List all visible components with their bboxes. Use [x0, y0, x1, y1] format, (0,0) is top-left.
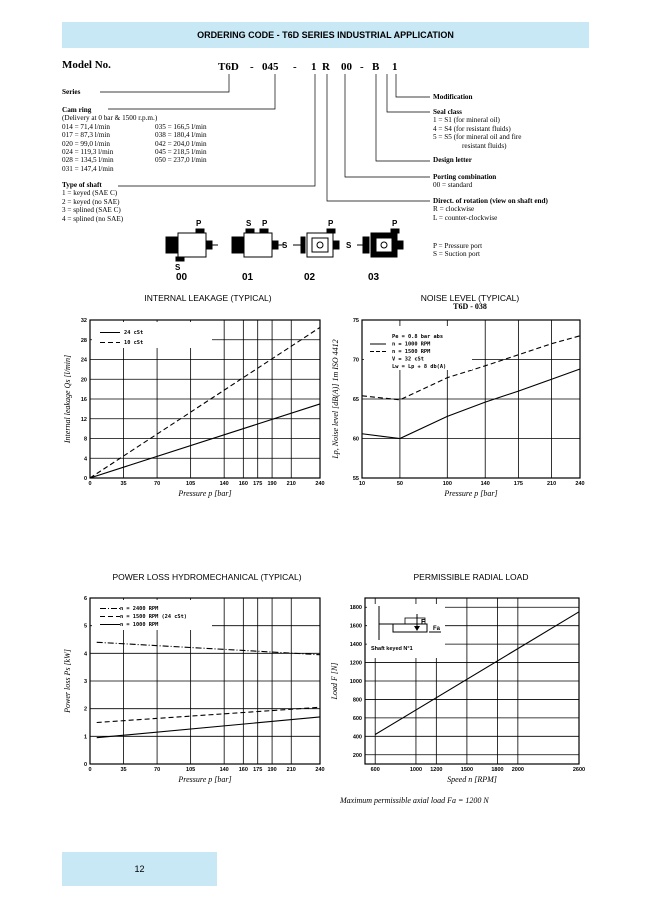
page-number-box — [62, 852, 217, 886]
y-tick-label: 12 — [80, 416, 87, 423]
y-tick-label: 16 — [80, 397, 87, 403]
legend-label: n = 1000 RPM — [120, 622, 159, 628]
ordering-code-section — [0, 55, 650, 295]
y-tick-label: 6 — [83, 596, 87, 602]
x-tick-label: 190 — [267, 767, 277, 773]
code-cam-ring: 045 — [262, 61, 279, 73]
ordering-connector-lines — [0, 55, 650, 295]
legend-label: Pe = 0.8 bar abs — [392, 334, 444, 340]
cam-ring-item: 028 = 134,5 l/min — [62, 156, 114, 165]
x-tick-label: 2600 — [572, 767, 586, 773]
code-rotation: R — [322, 61, 330, 73]
legend-label: n = 2400 RPM — [120, 606, 159, 612]
x-tick-label: 1500 — [460, 767, 474, 773]
x-axis-label: Pressure p [bar] — [178, 775, 232, 784]
seal-class-title: Seal class — [433, 108, 462, 116]
powerloss-chart — [60, 590, 330, 786]
seal-class-item: 1 = S1 (for mineral oil) — [433, 116, 500, 125]
inset-label: Fa — [433, 626, 441, 632]
shaft-item: 4 = splined (no SAE) — [62, 214, 124, 223]
seal-class-item: 4 = S4 (for resistant fluids) — [433, 124, 511, 133]
porting-title: Porting combination — [433, 173, 497, 181]
cam-ring-item: 017 = 87,3 l/min — [62, 131, 110, 140]
y-tick-label: 0 — [83, 476, 87, 482]
x-tick-label: 0 — [88, 481, 92, 487]
x-tick-label: 140 — [480, 481, 490, 487]
x-tick-label: 140 — [219, 481, 229, 487]
y-tick-label: 8 — [83, 436, 87, 443]
y-tick-label: 400 — [352, 734, 362, 741]
design-letter-label: Design letter — [433, 156, 472, 164]
port-letter: P — [328, 219, 334, 228]
chart-subtitle-noise: T6D - 038 — [453, 302, 487, 311]
y-tick-label: 3 — [83, 679, 87, 685]
series-label: Series — [62, 88, 81, 96]
chart-title-noise: NOISE LEVEL (TYPICAL) — [420, 293, 520, 303]
series-line — [90, 404, 320, 478]
noise-chart — [330, 312, 590, 502]
shaft-item: 1 = keyed (SAE C) — [62, 189, 118, 198]
x-tick-label: 210 — [286, 481, 296, 487]
cam-ring-item: 045 = 218,5 l/min — [155, 148, 207, 156]
y-tick-label: 1 — [83, 734, 87, 741]
y-axis-label: Power loss Ps [kW] — [63, 649, 72, 713]
pump-id-label: 01 — [242, 272, 254, 283]
y-tick-label: 32 — [80, 318, 87, 324]
x-tick-label: 600 — [370, 767, 380, 773]
code-dash-1: - — [250, 61, 254, 73]
x-axis-label: Pressure p [bar] — [444, 489, 498, 498]
y-tick-label: 1000 — [349, 679, 362, 685]
y-tick-label: 55 — [352, 476, 359, 482]
rotation-item: L = counter-clockwise — [433, 213, 498, 222]
x-tick-label: 2000 — [511, 767, 524, 773]
x-tick-label: 210 — [546, 481, 557, 487]
cam-ring-item: 042 = 204,0 l/min — [155, 139, 207, 148]
chart-title-radial: PERMISSIBLE RADIAL LOAD — [413, 572, 529, 582]
y-axis-label: Lp, Noise level [dB(A)] 1m ISO 4412 — [331, 339, 340, 459]
y-tick-label: 2 — [83, 706, 87, 713]
pump-03-diagram — [357, 229, 403, 257]
legend-label: 24 cSt — [124, 330, 144, 336]
axial-load-note: Maximum permissible axial load Fa = 1200 N — [340, 796, 489, 805]
pump-01-diagram — [232, 229, 284, 257]
pump-00-diagram — [166, 229, 218, 261]
cam-ring-item: 050 = 237,0 l/min — [155, 156, 207, 165]
pump-id-label: 03 — [368, 272, 380, 283]
ports-legend-item: S = Suction port — [433, 250, 480, 259]
code-series: T6D — [218, 61, 239, 73]
y-tick-label: 60 — [352, 436, 359, 443]
cam-ring-item: 031 = 147,4 l/min — [62, 164, 114, 173]
x-tick-label: 10 — [358, 481, 366, 487]
cam-ring-title: Cam ring — [62, 106, 92, 114]
x-tick-label: 105 — [186, 767, 196, 773]
x-tick-label: 140 — [219, 767, 229, 773]
leakage-chart — [60, 312, 330, 502]
x-tick-label: 50 — [396, 481, 403, 487]
y-tick-label: 20 — [80, 377, 87, 384]
x-tick-label: 100 — [442, 481, 452, 487]
x-tick-label: 70 — [154, 481, 161, 487]
code-design: B — [372, 61, 380, 73]
y-tick-label: 1600 — [349, 623, 362, 630]
port-letter: P — [196, 219, 202, 228]
shaft-title: Type of shaft — [62, 181, 102, 189]
cam-ring-item: 014 = 71,4 l/min — [62, 122, 110, 131]
x-axis-label: Pressure p [bar] — [178, 489, 232, 498]
x-tick-label: 35 — [120, 767, 127, 773]
x-tick-label: 175 — [253, 481, 263, 487]
y-tick-label: 75 — [352, 318, 359, 324]
port-letter: S — [246, 219, 252, 228]
port-letter: S — [346, 241, 352, 250]
series-line — [97, 642, 320, 654]
cam-ring-subtitle: (Delivery at 0 bar & 1500 r.p.m.) — [62, 114, 158, 123]
x-tick-label: 0 — [88, 767, 92, 773]
code-porting: 00 — [341, 61, 352, 73]
seal-class-item: resistant fluids) — [462, 141, 507, 150]
shaft-item: 2 = keyed (no SAE) — [62, 197, 120, 206]
series-line — [90, 327, 320, 478]
pump-id-label: 00 — [176, 272, 188, 283]
porting-item: 00 = standard — [433, 181, 473, 190]
y-tick-label: 65 — [352, 397, 359, 403]
code-dash-2: - — [293, 61, 297, 73]
page-number: 12 — [134, 864, 145, 874]
x-tick-label: 210 — [286, 767, 296, 773]
port-letter: S — [282, 241, 288, 250]
code-dash-3: - — [360, 61, 364, 73]
y-tick-label: 4 — [83, 651, 87, 658]
header-banner — [62, 22, 589, 48]
x-tick-label: 240 — [575, 481, 585, 487]
x-tick-label: 175 — [513, 481, 523, 487]
ports-legend-item: P = Pressure port — [433, 242, 483, 250]
x-tick-label: 70 — [154, 767, 161, 773]
seal-class-item: 5 = S5 (for mineral oil and fire — [433, 133, 522, 142]
radial-load-chart — [325, 590, 590, 786]
pump-02-diagram — [293, 229, 339, 257]
port-letter: P — [262, 219, 268, 228]
y-tick-label: 1400 — [349, 642, 362, 649]
y-tick-label: 1200 — [349, 660, 362, 667]
code-seal: 1 — [392, 61, 398, 73]
y-tick-label: 70 — [352, 357, 359, 364]
legend-label: Lw = Lp + 8 db(A) — [392, 364, 447, 370]
y-tick-label: 0 — [83, 762, 87, 768]
legend-label: 10 cSt — [124, 340, 144, 346]
y-tick-label: 600 — [352, 715, 362, 722]
chart-title-powerloss: POWER LOSS HYDROMECHANICAL (TYPICAL) — [112, 572, 302, 582]
x-tick-label: 1800 — [491, 767, 504, 773]
x-axis-label: Speed n [RPM] — [447, 775, 497, 784]
y-tick-label: 24 — [80, 357, 87, 364]
x-tick-label: 160 — [238, 481, 248, 487]
page-heading: ORDERING CODE - T6D SERIES INDUSTRIAL APPLICATION — [197, 30, 454, 40]
y-axis-label: Internal leakage Qs [l/min] — [63, 354, 72, 444]
y-axis-label: Load F [N] — [330, 662, 339, 700]
cam-ring-item: 035 = 166,5 l/min — [155, 122, 207, 131]
rotation-item: R = clockwise — [433, 205, 475, 214]
x-tick-label: 35 — [120, 481, 127, 487]
chart-title-leakage: INTERNAL LEAKAGE (TYPICAL) — [144, 293, 272, 303]
legend-label: n = 1000 RPM — [392, 341, 431, 348]
x-tick-label: 105 — [186, 481, 196, 487]
port-letter: P — [392, 219, 398, 228]
cam-ring-item: 020 = 99,0 l/min — [62, 139, 110, 148]
x-tick-label: 1000 — [409, 767, 423, 773]
y-tick-label: 200 — [352, 752, 362, 759]
legend-label: V = 32 cSt — [392, 356, 424, 363]
x-tick-label: 175 — [253, 767, 263, 773]
legend-label: n = 1500 RPM (24 cSt) — [120, 614, 187, 620]
y-tick-label: 28 — [80, 337, 87, 344]
shaft-item: 3 = splined (SAE C) — [62, 206, 121, 215]
cam-ring-item: 038 = 180,4 l/min — [155, 131, 207, 140]
legend-bg — [92, 322, 212, 348]
modification-label: Modification — [433, 93, 473, 101]
x-tick-label: 1200 — [430, 767, 443, 773]
y-tick-label: 800 — [352, 697, 362, 704]
legend-label: n = 1500 RPM — [392, 349, 431, 355]
cam-ring-item: 024 = 119,3 l/min — [62, 148, 114, 156]
x-tick-label: 190 — [267, 481, 277, 487]
code-shaft: 1 — [311, 61, 317, 73]
y-tick-label: 5 — [83, 623, 87, 630]
pump-id-label: 02 — [304, 272, 316, 283]
model-label: Model No. — [62, 59, 111, 71]
series-line — [362, 369, 580, 439]
rotation-title: Direct. of rotation (view on shaft end) — [433, 197, 548, 205]
x-tick-label: 240 — [315, 481, 325, 487]
y-tick-label: 4 — [83, 456, 87, 463]
y-tick-label: 1800 — [349, 605, 362, 612]
x-tick-label: 240 — [315, 767, 325, 773]
port-letter: S — [175, 263, 181, 272]
inset-label: Shaft keyed N°1 — [371, 646, 413, 652]
inset-label: F — [421, 619, 426, 626]
x-tick-label: 160 — [238, 767, 248, 773]
